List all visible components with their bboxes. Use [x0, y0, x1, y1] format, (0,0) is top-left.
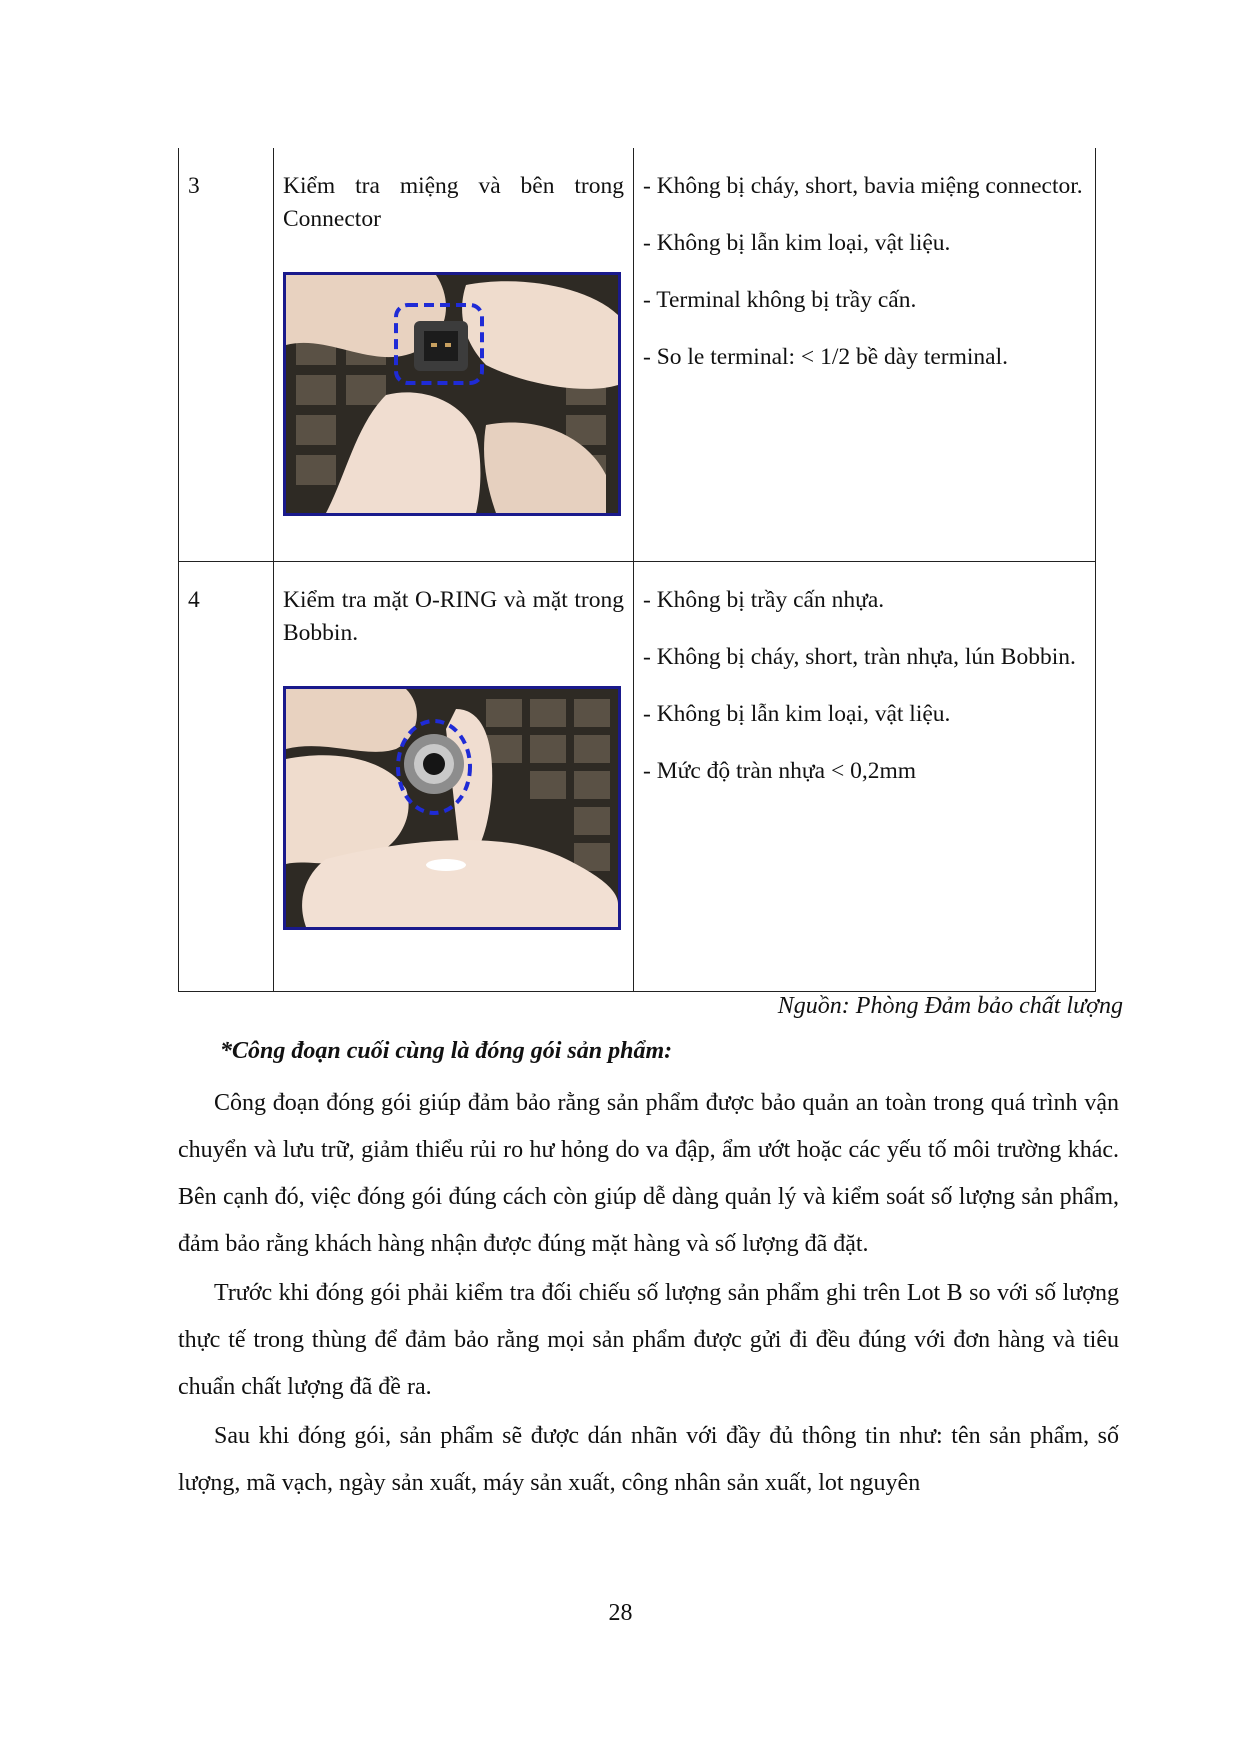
body-text	[178, 1080, 1119, 1509]
inspection-item-cell	[274, 148, 634, 561]
criteria-line: - Terminal không bị trầy cấn.	[643, 287, 917, 313]
criteria-line: - Không bị trầy cấn nhựa.	[643, 586, 885, 613]
section-title: *Công đoạn cuối cùng là đóng gói sản phẩm:	[220, 1038, 673, 1064]
inspection-table	[178, 148, 1096, 992]
paragraph: Công đoạn đóng gói giúp đảm bảo rằng sản phẩm được bảo quản an toàn trong quá trình vận chuyển và lưu trữ, giảm thiểu rủi ro hư hỏng do va đập, ẩm ướt hoặc các yếu tố môi trường khác. Bên cạnh đó, việc đóng gói đúng cách còn giúp dễ dàng quản lý và kiểm soát số lượng sản phẩm, đảm bảo rằng khách hàng nhận được đúng mặt hàng và số lượng đã đặt.	[178, 1090, 1119, 1257]
bobbin-photo-icon	[283, 686, 621, 930]
connector-photo-icon	[283, 272, 621, 516]
criteria-line: - Mức độ tràn nhựa < 0,2mm	[643, 757, 917, 784]
criteria-line: - Không bị lẫn kim loại, vật liệu.	[643, 700, 951, 727]
criteria-line: - Không bị cháy, short, tràn nhựa, lún Bobbin.	[643, 643, 1076, 670]
criteria-line: - So le terminal: < 1/2 bề dày terminal.	[643, 344, 1009, 370]
criteria-cell	[634, 561, 1096, 991]
row-number: 4	[179, 561, 274, 991]
row-number: 3	[179, 148, 274, 561]
inspection-item-cell	[274, 561, 634, 991]
criteria-cell	[634, 148, 1096, 561]
inspection-item-text: Kiểm tra mặt O-RING và mặt trong Bobbin.	[283, 586, 624, 646]
paragraph: Sau khi đóng gói, sản phẩm sẽ được dán nhãn với đầy đủ thông tin như: tên sản phẩm, số lượng, mã vạch, ngày sản xuất, máy sản xuất, công nhân sản xuất, lot nguyên	[178, 1423, 1119, 1496]
source-caption: Nguồn: Phòng Đảm bảo chất lượng	[777, 993, 1123, 1019]
connector-photo-graphic	[286, 275, 618, 513]
page-number: 28	[608, 1600, 633, 1626]
table-row	[179, 148, 1096, 561]
table-row	[179, 561, 1096, 991]
bobbin-photo-graphic	[286, 689, 618, 927]
criteria-line: - Không bị lẫn kim loại, vật liệu.	[643, 230, 951, 256]
inspection-item-text: Kiểm tra miệng và bên trong Connector	[283, 173, 624, 232]
criteria-line: - Không bị cháy, short, bavia miệng connector.	[643, 173, 1083, 199]
paragraph: Trước khi đóng gói phải kiểm tra đối chiếu số lượng sản phẩm ghi trên Lot B so với số lượng thực tế trong thùng để đảm bảo rằng mọi sản phẩm được gửi đi đều đúng với đơn hàng và tiêu chuẩn chất lượng đã đề ra.	[178, 1280, 1119, 1400]
